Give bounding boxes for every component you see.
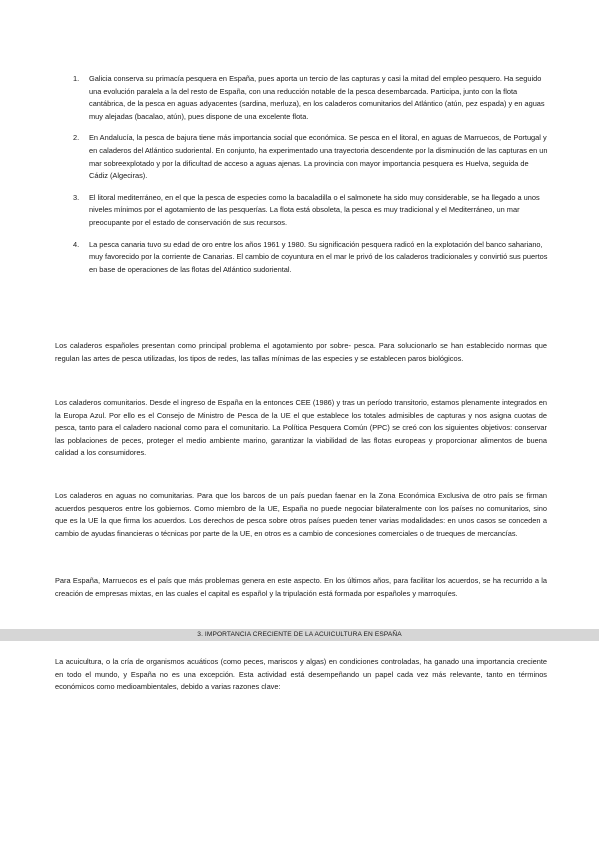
list-item <box>62 132 548 182</box>
section-heading-bar <box>0 629 599 641</box>
paragraph-morocco: Para España, Marruecos es el país que más problemas genera en este aspecto. En los últimos años, para facilitar los acuerdos, se ha recurrido a la creación de empresas mixtas, en las cuales el capital es español y la tripulación está formada por españoles y marroquíes. <box>55 576 547 598</box>
list-item-text: El litoral mediterráneo, en el que la pesca de especies como la bacaladilla o el salmonete ha sido muy considerable, se ha llegado a unos niveles mínimos por el agotamiento de las pesquerías. La flota está obsoleta, la pesca es muy tradicional y el Mediterráneo, un mar preocupante por el estado de conservación de sus recursos. <box>89 192 540 227</box>
list-item-text: Galicia conserva su primacía pesquera en España, pues aporta un tercio de las capturas y casi la mitad del empleo pesquero. Ha seguido una evolución paralela a la del resto de España, con una reducción notable de la pesca desembarcada. Participa, junto con la flota cantábrica, de la pesca en aguas adyacentes (sardina, merluza), en los caladeros comunitarios del Atlántico (atún, pez espada) y en aguas muy alejadas (bacalao, atún), pues dispone de una excelente flota. <box>89 74 545 121</box>
list-item <box>62 239 548 277</box>
paragraph-non-community-grounds: Los caladeros en aguas no comunitarias. Para que los barcos de un país puedan faenar en la Zona Económica Exclusiva de otro país se firman acuerdos pesqueros entre los gobiernos. Como miembro de la UE, España no puede negociar bilateralmente con los países no comunitarios, sino que es la UE la que firma los acuerdos. Los derechos de pesca sobre otros países pueden tener varias modalidades: en unos casos se conceden a cambio de ayudas financieras o técnicas por parte de la UE, en otros es a cambio de concesiones comerciales o de trueques de mercancías. <box>55 491 547 538</box>
paragraph-aquaculture-intro: La acuicultura, o la cría de organismos acuáticos (como peces, mariscos y algas) en condiciones controladas, ha ganado una importancia creciente en todo el mundo, y España no es una excepción. Esta actividad está desempeñando un papel cada vez más relevante, tanto en términos económicos como medioambientales, debido a varias razones clave: <box>55 657 547 692</box>
list-item-number: 4. <box>73 239 80 249</box>
list-item-text: En Andalucía, la pesca de bajura tiene más importancia social que económica. Se pesca en el litoral, en aguas de Marruecos, de Portugal y en caladeros del Atlántico sudoriental. En conjunto, ha experimentado una trayectoria descendente por la disminución de las capturas en un mar sobreexplotado y por la dificultad de acceso a aguas ajenas. La provincia con mayor importancia pesquera es Huelva, seguida de Cádiz (Algeciras). <box>89 133 548 181</box>
fishing-regions-list <box>62 73 548 285</box>
paragraph-community-grounds: Los caladeros comunitarios. Desde el ingreso de España en la entonces CEE (1986) y tras un período transitorio, estamos plenamente integrados en la Europa Azul. Por ello es el Consejo de Ministro de Pesca de la UE el que establece los totales admisibles de capturas y nos asigna cuotas de pesca, tanto para el caladero nacional como para el comunitario. La Política Pesquera Común (PPC) se creó con los siguientes objetivos: conservar las poblaciones de peces, proteger el medio ambiente marino, garantizar la viabilidad de las flotas europeas y proporcionar alimentos de buena calidad a los consumidores. <box>55 398 547 458</box>
list-item <box>62 192 548 230</box>
list-item-number: 1. <box>73 74 80 83</box>
list-item-number: 2. <box>73 133 80 143</box>
paragraph-overfishing: Los caladeros españoles presentan como principal problema el agotamiento por sobre- pesca. Para solucionarlo se han establecido normas que regulan las artes de pesca utilizadas, los tipos de redes, las tallas mínimas de las especies y se establecen paros biológicos. <box>55 341 547 363</box>
list-item-text: La pesca canaria tuvo su edad de oro entre los años 1961 y 1980. Su significación pesquera radicó en la explotación del banco sahariano, muy favorecido por la corriente de Canarias. El cambio de coyuntura en el mar le privó de los caladeros tradicionales y convirtió sus puertos en base de operaciones de las flotas del Atlántico sudoriental. <box>89 239 548 274</box>
list-item-number: 3. <box>73 192 80 202</box>
section-heading: 3. IMPORTANCIA CRECIENTE DE LA ACUICULTURA EN ESPAÑA <box>197 631 402 638</box>
list-item <box>62 73 548 123</box>
